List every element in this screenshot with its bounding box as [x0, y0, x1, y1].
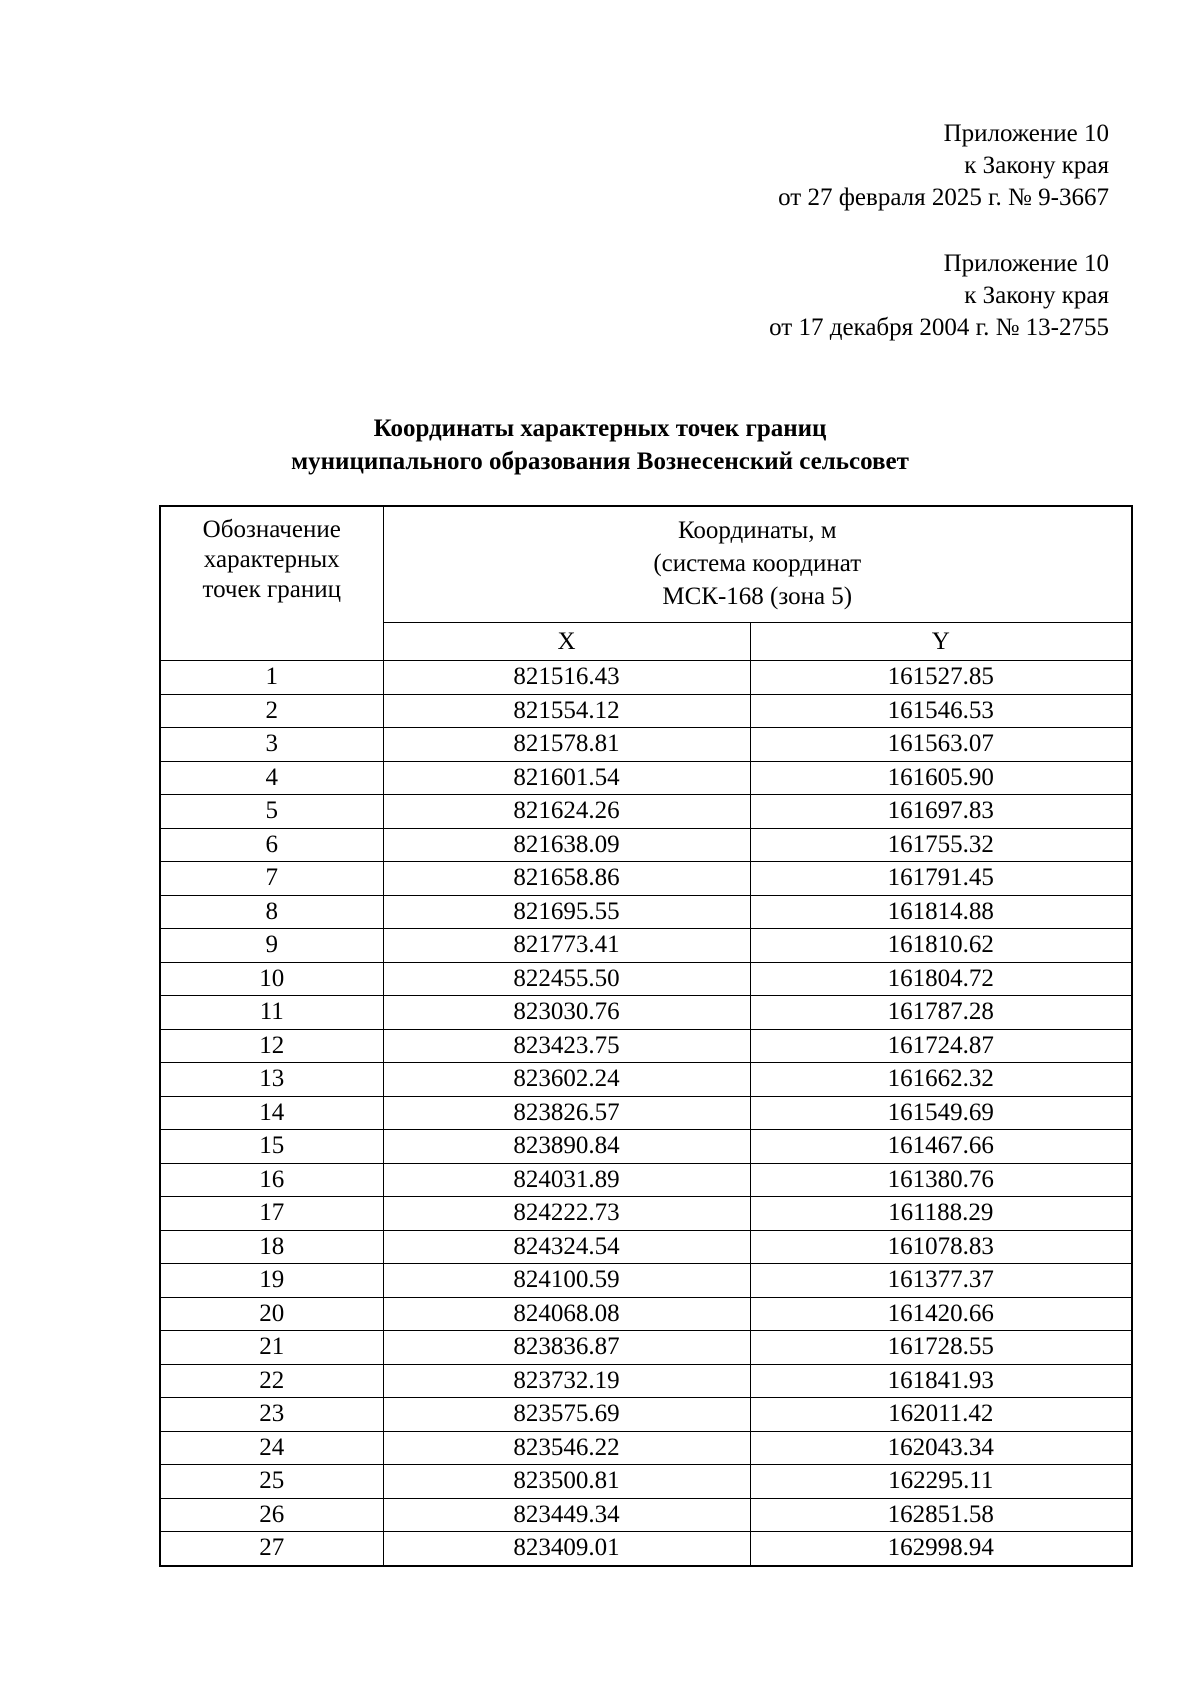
table-row	[160, 862, 1132, 896]
x-coordinate-cell: 824100.59	[383, 1264, 750, 1298]
x-coordinate-cell: 823890.84	[383, 1130, 750, 1164]
y-coordinate-cell: 161841.93	[750, 1364, 1132, 1398]
table-row	[160, 1096, 1132, 1130]
x-column-header: X	[383, 623, 750, 661]
y-coordinate-cell: 162998.94	[750, 1532, 1132, 1566]
table-row	[160, 1063, 1132, 1097]
point-header-line: Обозначение	[202, 516, 341, 543]
x-coordinate-cell: 823836.87	[383, 1331, 750, 1365]
y-coordinate-cell: 161377.37	[750, 1264, 1132, 1298]
x-coordinate-cell: 821658.86	[383, 862, 750, 896]
point-cell: 10	[160, 962, 383, 996]
x-coordinate-cell: 823732.19	[383, 1364, 750, 1398]
y-coordinate-cell: 161787.28	[750, 996, 1132, 1030]
point-cell: 11	[160, 996, 383, 1030]
coords-header-line: (система координат	[653, 550, 862, 577]
x-coordinate-cell: 824324.54	[383, 1230, 750, 1264]
document-title	[0, 412, 1200, 478]
point-header-line: характерных	[203, 546, 340, 573]
point-cell: 24	[160, 1431, 383, 1465]
table-row	[160, 1264, 1132, 1298]
point-cell: 13	[160, 1063, 383, 1097]
point-header-line: точек границ	[202, 576, 341, 603]
x-coordinate-cell: 824222.73	[383, 1197, 750, 1231]
coords-header-line: МСК-168 (зона 5)	[662, 583, 853, 610]
y-coordinate-cell: 161662.32	[750, 1063, 1132, 1097]
y-coordinate-cell: 161380.76	[750, 1163, 1132, 1197]
point-cell: 23	[160, 1398, 383, 1432]
y-coordinate-cell: 162851.58	[750, 1498, 1132, 1532]
x-coordinate-cell: 821578.81	[383, 728, 750, 762]
y-coordinate-cell: 161728.55	[750, 1331, 1132, 1365]
x-coordinate-cell: 823826.57	[383, 1096, 750, 1130]
y-coordinate-cell: 162295.11	[750, 1465, 1132, 1499]
appendix-number: Приложение 10	[943, 250, 1109, 277]
x-coordinate-cell: 821773.41	[383, 929, 750, 963]
table-row	[160, 1029, 1132, 1063]
y-coordinate-cell: 162043.34	[750, 1431, 1132, 1465]
appendix-law-date: от 17 декабря 2004 г. № 13-2755	[769, 314, 1109, 341]
appendix-law-reference: к Закону края	[964, 152, 1109, 179]
table-row	[160, 895, 1132, 929]
x-coordinate-cell: 821601.54	[383, 761, 750, 795]
table-row	[160, 1364, 1132, 1398]
appendix-number: Приложение 10	[943, 120, 1109, 147]
point-cell: 25	[160, 1465, 383, 1499]
table-row	[160, 795, 1132, 829]
y-coordinate-cell: 161549.69	[750, 1096, 1132, 1130]
point-cell: 18	[160, 1230, 383, 1264]
x-coordinate-cell: 824068.08	[383, 1297, 750, 1331]
table-body	[160, 661, 1132, 1566]
x-coordinate-cell: 823500.81	[383, 1465, 750, 1499]
point-cell: 19	[160, 1264, 383, 1298]
table-header	[160, 506, 1132, 661]
y-column-header: Y	[750, 623, 1132, 661]
appendix-law-reference: к Закону края	[964, 282, 1109, 309]
appendix-current-header	[778, 118, 1109, 214]
title-line-2: муниципального образования Вознесенский сельсовет	[291, 448, 909, 475]
x-coordinate-cell: 821695.55	[383, 895, 750, 929]
x-coordinate-cell: 821554.12	[383, 694, 750, 728]
point-cell: 1	[160, 661, 383, 695]
point-cell: 14	[160, 1096, 383, 1130]
x-coordinate-cell: 823546.22	[383, 1431, 750, 1465]
coordinates-table	[159, 505, 1133, 1567]
y-coordinate-cell: 161724.87	[750, 1029, 1132, 1063]
table-row	[160, 1398, 1132, 1432]
table-row	[160, 1465, 1132, 1499]
table-row	[160, 929, 1132, 963]
table-row	[160, 828, 1132, 862]
point-cell: 12	[160, 1029, 383, 1063]
x-coordinate-cell: 824031.89	[383, 1163, 750, 1197]
x-coordinate-cell: 823602.24	[383, 1063, 750, 1097]
point-cell: 20	[160, 1297, 383, 1331]
point-cell: 4	[160, 761, 383, 795]
point-cell: 9	[160, 929, 383, 963]
y-coordinate-cell: 161420.66	[750, 1297, 1132, 1331]
x-coordinate-cell: 823030.76	[383, 996, 750, 1030]
y-coordinate-cell: 161791.45	[750, 862, 1132, 896]
y-coordinate-cell: 161697.83	[750, 795, 1132, 829]
table-row	[160, 1197, 1132, 1231]
point-cell: 3	[160, 728, 383, 762]
table-row	[160, 694, 1132, 728]
y-coordinate-cell: 161188.29	[750, 1197, 1132, 1231]
table-row	[160, 1532, 1132, 1566]
x-coordinate-cell: 821516.43	[383, 661, 750, 695]
point-column-header	[160, 506, 383, 661]
point-cell: 27	[160, 1532, 383, 1566]
point-cell: 15	[160, 1130, 383, 1164]
table-row	[160, 1163, 1132, 1197]
coords-header-line: Координаты, м	[677, 517, 837, 544]
table-row	[160, 962, 1132, 996]
y-coordinate-cell: 161810.62	[750, 929, 1132, 963]
title-line-1: Координаты характерных точек границ	[373, 415, 827, 442]
point-cell: 21	[160, 1331, 383, 1365]
y-coordinate-cell: 162011.42	[750, 1398, 1132, 1432]
point-cell: 16	[160, 1163, 383, 1197]
point-cell: 5	[160, 795, 383, 829]
table-row	[160, 996, 1132, 1030]
table-row	[160, 1431, 1132, 1465]
x-coordinate-cell: 821624.26	[383, 795, 750, 829]
table-row	[160, 1297, 1132, 1331]
table-row	[160, 1130, 1132, 1164]
coordinates-column-header	[383, 506, 1132, 623]
table-row	[160, 728, 1132, 762]
point-cell: 6	[160, 828, 383, 862]
appendix-law-date: от 27 февраля 2025 г. № 9-3667	[778, 184, 1109, 211]
x-coordinate-cell: 823409.01	[383, 1532, 750, 1566]
table-row	[160, 761, 1132, 795]
x-coordinate-cell: 821638.09	[383, 828, 750, 862]
y-coordinate-cell: 161078.83	[750, 1230, 1132, 1264]
appendix-original-header	[769, 248, 1109, 344]
point-cell: 17	[160, 1197, 383, 1231]
x-coordinate-cell: 823575.69	[383, 1398, 750, 1432]
y-coordinate-cell: 161467.66	[750, 1130, 1132, 1164]
point-cell: 26	[160, 1498, 383, 1532]
table-row	[160, 1331, 1132, 1365]
point-cell: 8	[160, 895, 383, 929]
point-cell: 22	[160, 1364, 383, 1398]
y-coordinate-cell: 161527.85	[750, 661, 1132, 695]
y-coordinate-cell: 161546.53	[750, 694, 1132, 728]
y-coordinate-cell: 161563.07	[750, 728, 1132, 762]
table-row	[160, 1230, 1132, 1264]
y-coordinate-cell: 161804.72	[750, 962, 1132, 996]
y-coordinate-cell: 161755.32	[750, 828, 1132, 862]
x-coordinate-cell: 823449.34	[383, 1498, 750, 1532]
point-cell: 7	[160, 862, 383, 896]
y-coordinate-cell: 161814.88	[750, 895, 1132, 929]
x-coordinate-cell: 823423.75	[383, 1029, 750, 1063]
table-row	[160, 1498, 1132, 1532]
point-cell: 2	[160, 694, 383, 728]
table-row	[160, 661, 1132, 695]
y-coordinate-cell: 161605.90	[750, 761, 1132, 795]
x-coordinate-cell: 822455.50	[383, 962, 750, 996]
